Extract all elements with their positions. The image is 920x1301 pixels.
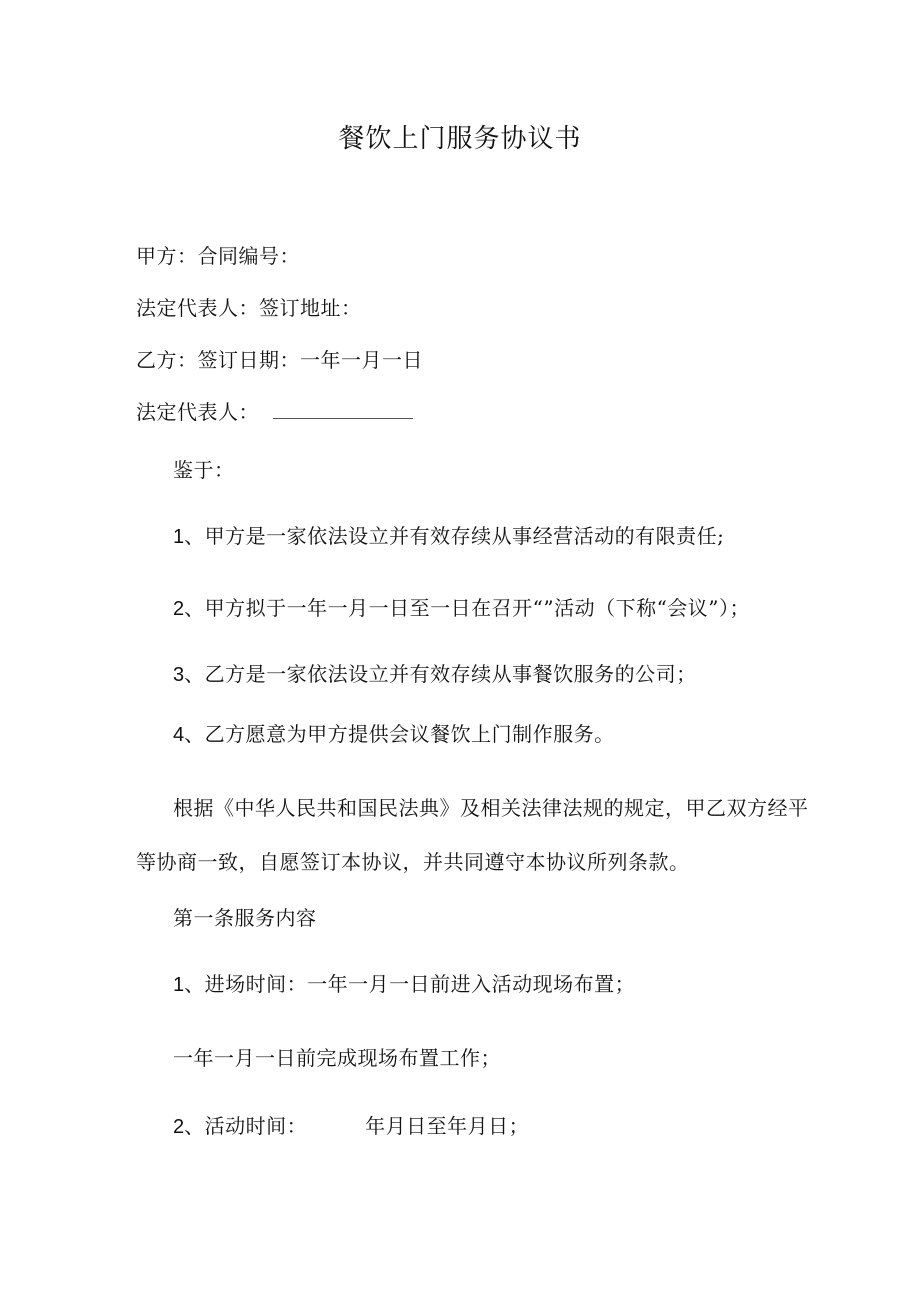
recital-text: 、乙方是一家依法设立并有效存续从事餐饮服务的公司； [184, 662, 697, 686]
party-b-line: 乙方：签订日期：一年一月一日 [136, 348, 423, 372]
representative-label: 法定代表人： [136, 400, 259, 424]
recital-item [173, 524, 724, 549]
service-item-number: 2 [173, 1116, 185, 1138]
recital-text: 、甲方是一家依法设立并有效存续从事经营活动的有限责任; [184, 524, 725, 548]
service-item-entry-time [173, 972, 635, 997]
whereas-heading: 鉴于： [173, 458, 235, 482]
basis-paragraph-line-1: 根据《中华人民共和国民法典》及相关法律法规的规定，甲乙双方经平 [173, 796, 809, 820]
representative-line [136, 400, 413, 424]
service-item-setup-deadline: 一年一月一日前完成现场布置工作； [173, 1046, 501, 1070]
recital-number: 4 [173, 724, 185, 746]
recital-number: 1 [173, 526, 185, 548]
recital-number: 3 [173, 664, 185, 686]
recital-number: 2 [173, 598, 185, 620]
basis-paragraph-line-2: 等协商一致，自愿签订本协议，并共同遵守本协议所列条款。 [136, 850, 690, 874]
representative-address-line: 法定代表人：签订地址： [136, 296, 362, 320]
service-item-label: 、活动时间： [184, 1114, 308, 1138]
recital-text: 、甲方拟于一年一月一日至一日在召开“”活动（下称“会议”）； [184, 596, 751, 620]
representative-blank [273, 400, 413, 419]
service-item-number: 1 [173, 974, 185, 996]
recital-item [173, 596, 750, 621]
document-title: 餐饮上门服务协议书 [338, 124, 582, 154]
recital-item [173, 662, 697, 687]
service-item-activity-time [173, 1114, 529, 1139]
service-item-value: 年月日至年月日； [365, 1114, 530, 1138]
recital-text: 、乙方愿意为甲方提供会议餐饮上门制作服务。 [184, 722, 615, 746]
service-item-text: 、进场时间：一年一月一日前进入活动现场布置； [184, 972, 636, 996]
article-1-heading: 第一条服务内容 [173, 906, 317, 930]
party-a-line: 甲方：合同编号： [136, 244, 300, 268]
recital-item [173, 722, 615, 747]
